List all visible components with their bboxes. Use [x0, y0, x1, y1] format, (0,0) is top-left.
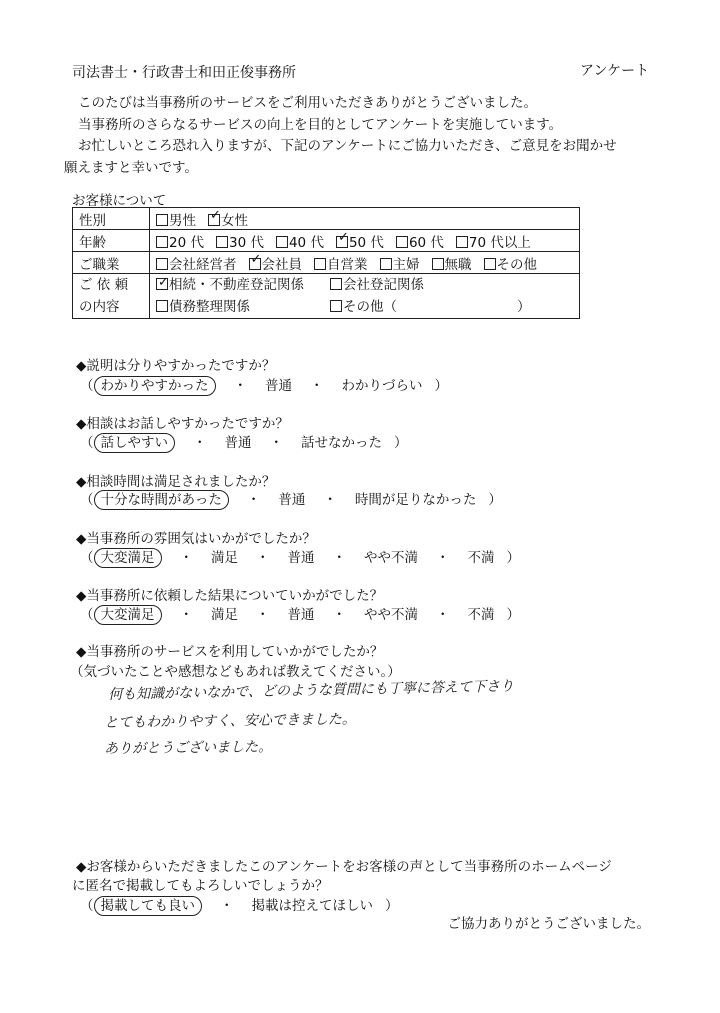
- separator: ・: [220, 898, 234, 914]
- request-label-line: の内容: [79, 299, 120, 315]
- separator: ・: [179, 550, 193, 566]
- option-label: その他（: [343, 299, 397, 315]
- answer-option-selected[interactable]: 十分な時間があった: [94, 490, 229, 510]
- checkbox-icon: [484, 258, 496, 270]
- answer-5: [80, 603, 520, 623]
- separator: ・: [246, 492, 261, 508]
- occupation-label: ご職業: [73, 252, 150, 274]
- separator: ・: [310, 378, 324, 394]
- separator: ・: [256, 550, 270, 566]
- occupation-option[interactable]: [432, 253, 472, 273]
- checkbox-icon: [380, 258, 392, 270]
- age-option-selected[interactable]: [336, 231, 384, 251]
- option-label: 無職: [444, 256, 472, 273]
- option-label: 会社経営者: [169, 256, 237, 273]
- answer-4: [80, 546, 520, 566]
- request-option-selected[interactable]: [156, 274, 320, 296]
- answer-option[interactable]: 普通: [278, 492, 306, 508]
- option-label: 70 代以上: [468, 234, 531, 251]
- publish-answer: [80, 894, 399, 914]
- paren-open: （: [80, 435, 94, 451]
- intro-text: [64, 93, 617, 179]
- age-option[interactable]: [216, 231, 264, 251]
- answer-option[interactable]: 話せなかった: [301, 435, 382, 451]
- question-1: ◆説明は分りやすかったですか？: [76, 358, 276, 374]
- paren-open: （: [80, 607, 94, 623]
- office-name: 司法書士・行政書士和田正俊事務所: [72, 65, 296, 81]
- answer-option-selected[interactable]: 大変満足: [94, 548, 162, 568]
- answer-option[interactable]: 満足: [211, 550, 238, 566]
- request-option-other[interactable]: [330, 296, 397, 318]
- gender-options: [150, 208, 580, 230]
- age-options: [150, 230, 580, 252]
- separator: ・: [323, 492, 337, 508]
- answer-2: [80, 431, 408, 451]
- publish-question-line: に匿名で掲載してもよろしいでしょうか？: [72, 878, 329, 894]
- checkbox-icon: [330, 278, 342, 290]
- occupation-option[interactable]: [156, 253, 237, 273]
- checkbox-icon: [156, 236, 168, 248]
- request-label: [73, 274, 150, 319]
- paren-close: ）: [506, 607, 520, 623]
- answer-option[interactable]: やや不満: [364, 607, 418, 623]
- customer-section-title: お客様について: [72, 193, 167, 209]
- paren-close: ）: [434, 378, 448, 394]
- checkbox-icon: [276, 236, 288, 248]
- age-option[interactable]: [456, 231, 531, 251]
- paren-open: （: [80, 378, 94, 394]
- gender-row: [73, 208, 580, 230]
- option-label: 相続・不動産登記関係: [169, 277, 304, 293]
- intro-line: 願えますと幸いです。: [64, 159, 198, 176]
- answer-option[interactable]: やや不満: [364, 550, 418, 566]
- answer-3: [80, 488, 502, 508]
- checkbox-checked-icon: [156, 278, 168, 290]
- occupation-option-selected[interactable]: [249, 253, 303, 273]
- checkbox-icon: [432, 258, 444, 270]
- request-label-line: ご 依 頼: [79, 277, 129, 293]
- paren-open: （: [80, 550, 94, 566]
- gender-label: 性別: [73, 208, 150, 230]
- answer-option[interactable]: 掲載は控えてほしい: [251, 898, 373, 914]
- occupation-option[interactable]: [380, 253, 420, 273]
- answer-option-selected[interactable]: わかりやすかった: [94, 376, 216, 396]
- intro-line: お忙しいところ恐れ入りますが、下記のアンケートにご協力いただき、ご意見をお聞かせ: [78, 138, 617, 154]
- checkbox-icon: [330, 300, 342, 312]
- checkbox-icon: [156, 300, 168, 312]
- answer-option[interactable]: 不満: [467, 607, 495, 623]
- question-5: ◆当事務所に依頼した結果についていかがでした？: [76, 588, 384, 604]
- other-close-paren: ）: [517, 299, 531, 315]
- publish-question-line: ◆お客様からいただきましたこのアンケートをお客様の声として当事務所のホームページ: [76, 859, 612, 875]
- option-label: 男性: [169, 212, 196, 229]
- checkbox-checked-icon: [336, 236, 348, 248]
- separator: ・: [193, 435, 207, 451]
- checkbox-checked-icon: [249, 258, 261, 270]
- paren-close: ）: [385, 898, 399, 914]
- request-option[interactable]: [330, 274, 424, 296]
- gender-option-female[interactable]: [208, 209, 248, 229]
- intro-line: 当事務所のさらなるサービスの向上を目的としてアンケートを実施しています。: [78, 116, 563, 133]
- occupation-option[interactable]: [484, 253, 538, 273]
- checkbox-icon: [396, 236, 408, 248]
- checkbox-icon: [156, 214, 168, 226]
- answer-option[interactable]: 普通: [287, 550, 315, 566]
- checkbox-icon: [456, 236, 468, 248]
- option-label: 女性: [221, 212, 248, 229]
- intro-line: このたびは当事務所のサービスをご利用いただきありがとうございました。: [78, 95, 537, 111]
- paren-close: ）: [506, 550, 520, 566]
- request-option[interactable]: [156, 296, 320, 318]
- answer-option[interactable]: 時間が足りなかった: [354, 492, 477, 508]
- option-label: 会社登記関係: [343, 277, 424, 293]
- option-label: 60 代: [408, 234, 444, 251]
- checkbox-icon: [314, 258, 326, 270]
- question-4: ◆当事務所の雰囲気はいかがでしたか？: [76, 531, 316, 547]
- paren-open: （: [80, 898, 94, 914]
- answer-option[interactable]: 満足: [211, 607, 238, 623]
- customer-table: [72, 207, 580, 319]
- paren-close: ）: [394, 435, 408, 451]
- closing-thanks: ご協力ありがとうございました。: [447, 916, 650, 932]
- age-option[interactable]: [396, 231, 444, 251]
- age-label: 年齢: [73, 230, 150, 252]
- age-option[interactable]: [156, 231, 204, 251]
- separator: ・: [256, 607, 270, 623]
- age-row: [73, 230, 580, 252]
- answer-option[interactable]: 普通: [224, 435, 252, 451]
- feedback-hint: （気づいたことや感想などもあれば教えてください。）: [70, 664, 401, 680]
- answer-option[interactable]: 普通: [287, 607, 315, 623]
- handwritten-line: ありがとうございました。: [104, 739, 273, 757]
- checkbox-icon: [156, 258, 168, 270]
- separator: ・: [332, 550, 346, 566]
- handwritten-line: 何も知識がないなかで、どのような質問にも丁寧に答えて下さり: [108, 678, 515, 703]
- option-label: 債務整理関係: [169, 299, 250, 315]
- occupation-options: [150, 252, 580, 274]
- paren-open: （: [80, 492, 94, 508]
- answer-1: [80, 374, 448, 394]
- separator: ・: [332, 607, 346, 623]
- request-options-row: [156, 296, 573, 318]
- handwritten-line: とてもわかりやすく、安心できました。: [104, 711, 356, 731]
- separator: ・: [233, 378, 247, 394]
- request-row: [73, 274, 580, 319]
- separator: ・: [436, 550, 450, 566]
- checkbox-icon: [216, 236, 228, 248]
- option-label: 40 代: [288, 234, 324, 251]
- answer-option-selected[interactable]: 話しやすい: [94, 433, 176, 453]
- checkbox-checked-icon: [208, 214, 220, 226]
- separator: ・: [269, 435, 283, 451]
- answer-option[interactable]: わかりづらい: [341, 378, 423, 394]
- option-label: 20 代: [169, 234, 204, 251]
- occupation-option[interactable]: [314, 253, 368, 273]
- option-label: 主婦: [392, 256, 420, 273]
- question-3: ◆相談時間は満足されましたか？: [76, 474, 276, 490]
- question-2: ◆相談はお話しやすかったですか？: [76, 416, 289, 432]
- separator: ・: [436, 607, 450, 623]
- request-options: [150, 274, 580, 319]
- answer-option[interactable]: 普通: [265, 378, 292, 394]
- option-label: その他: [496, 256, 537, 273]
- option-label: 会社員: [261, 256, 302, 273]
- paren-close: ）: [488, 492, 502, 508]
- option-label: 自営業: [327, 256, 368, 273]
- occupation-row: [73, 252, 580, 274]
- answer-option[interactable]: 不満: [467, 550, 495, 566]
- document-type: アンケート: [580, 63, 650, 79]
- request-options-row: [156, 274, 573, 296]
- answer-option-selected[interactable]: 大変満足: [94, 605, 162, 625]
- gender-option-male[interactable]: [156, 209, 196, 229]
- option-label: 30 代: [228, 234, 264, 251]
- age-option[interactable]: [276, 231, 324, 251]
- feedback-question: ◆当事務所のサービスを利用していかがでしたか？: [76, 644, 384, 660]
- separator: ・: [179, 607, 193, 623]
- answer-option-selected[interactable]: 掲載しても良い: [94, 896, 203, 916]
- option-label: 50 代: [348, 234, 384, 251]
